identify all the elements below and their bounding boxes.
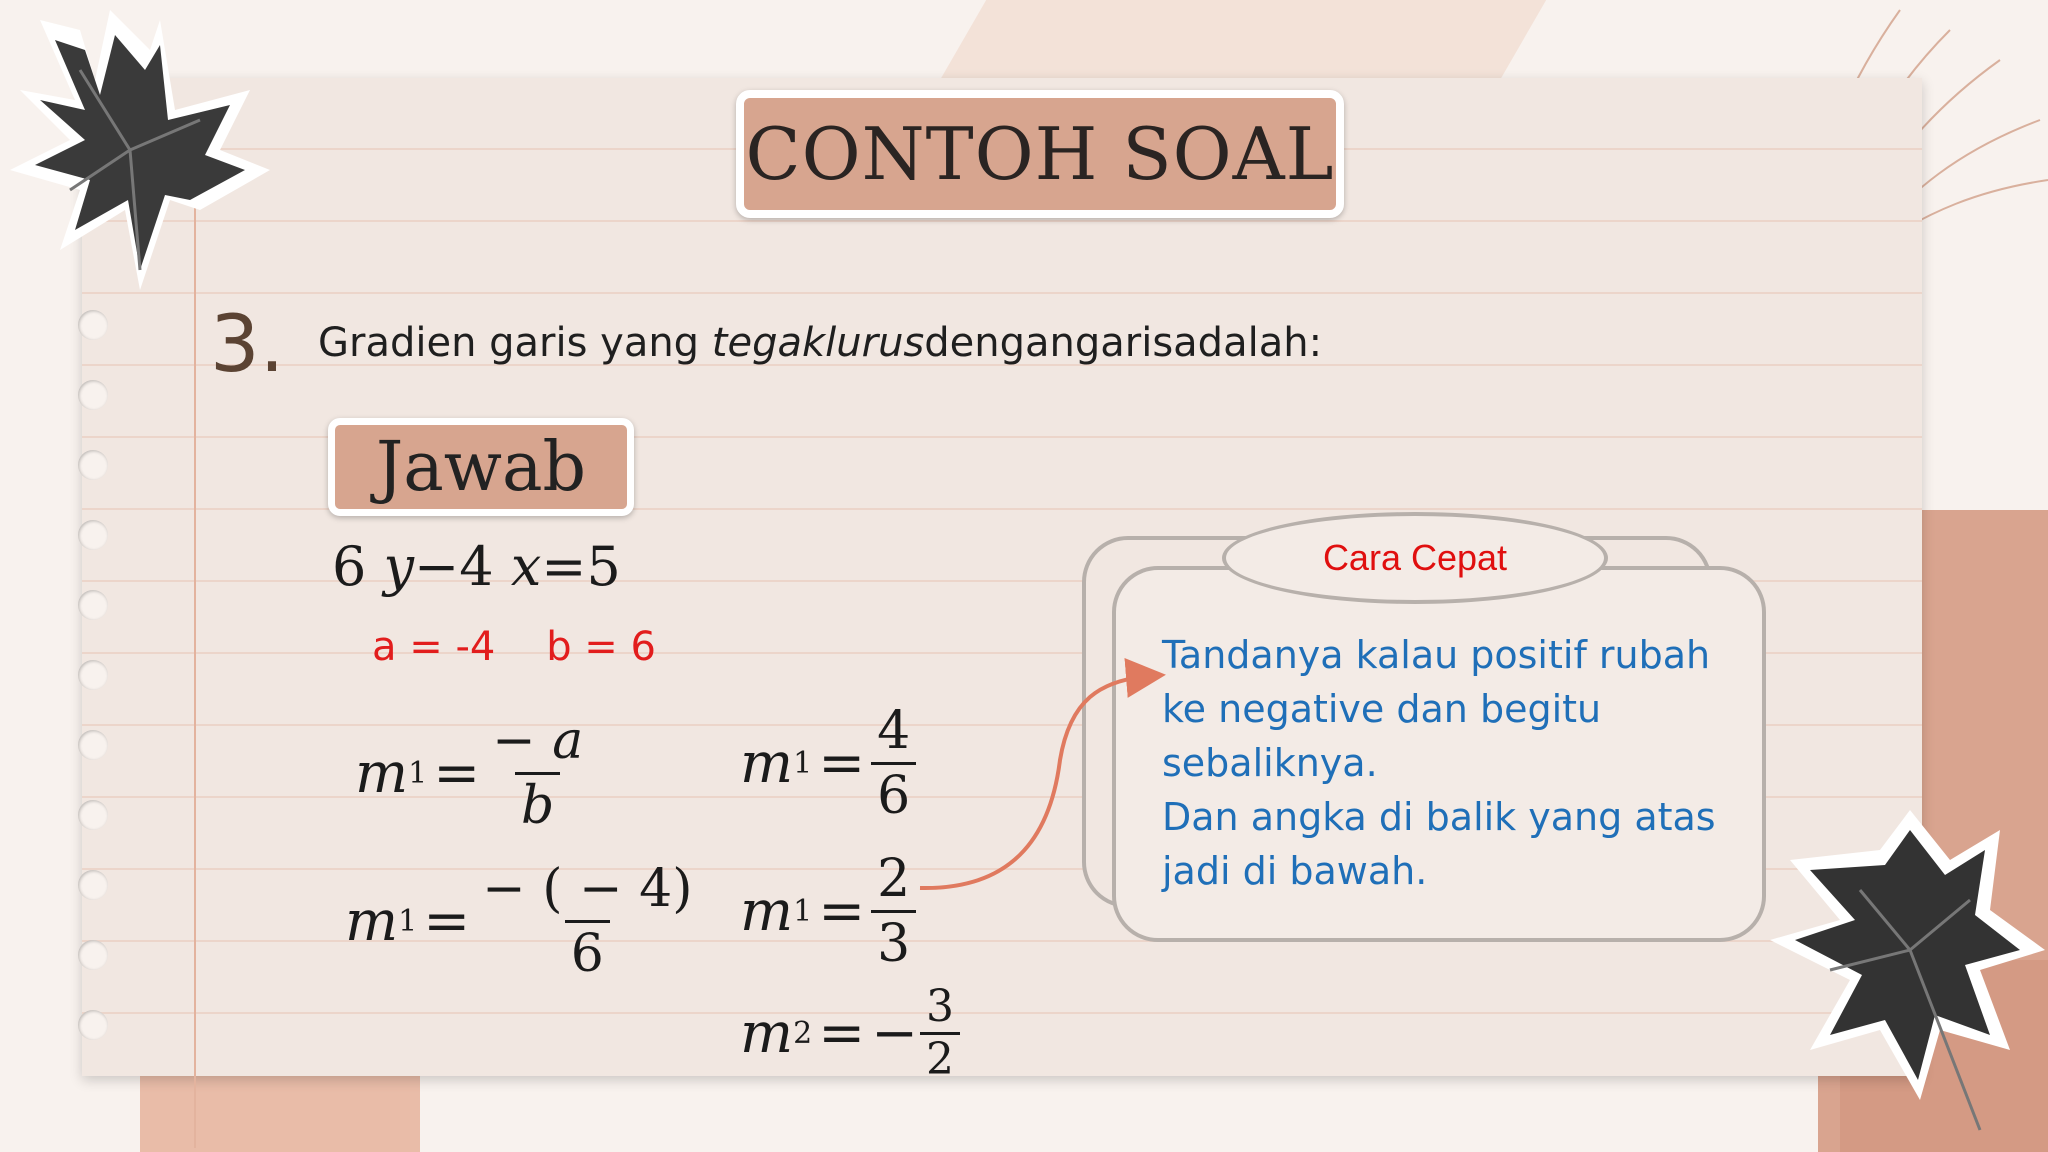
gradient-step-1 [355, 710, 589, 837]
m-subscript: 1 [793, 746, 813, 781]
callout-line: Dan angka di balik yang atas [1162, 795, 1716, 839]
eq-equals: = [541, 535, 587, 598]
callout-title: Cara Cepat [1222, 512, 1608, 604]
m-subscript: 1 [793, 894, 813, 929]
binder-hole [78, 450, 108, 480]
m-symbol: m [740, 731, 794, 796]
coefficients-text: a = -4 b = 6 [372, 624, 656, 670]
fraction-numerator: − ( − 4) [482, 859, 693, 919]
question-number: 3. [210, 300, 285, 390]
m-symbol: m [740, 879, 794, 944]
eq-var-y: y [383, 535, 415, 598]
m-subscript: 1 [408, 756, 428, 791]
binder-hole [78, 310, 108, 340]
leaf-icon [1770, 800, 2048, 1152]
binder-hole [78, 520, 108, 550]
question-suffix: dengangarisadalah: [924, 320, 1323, 366]
fraction-denominator: 6 [871, 762, 916, 827]
callout-text [1162, 628, 1742, 898]
equals-sign: = [818, 1001, 866, 1066]
fraction-numerator: 2 [877, 849, 911, 909]
callout-line: jadi di bawah. [1162, 849, 1428, 893]
binder-hole [78, 730, 108, 760]
question-italic: tegaklurus [711, 320, 925, 366]
fraction-denominator: 3 [871, 910, 916, 975]
binder-hole [78, 590, 108, 620]
minus-sign: − [871, 1001, 919, 1066]
gradient-step-4 [740, 848, 916, 975]
fraction-numerator: − a [492, 711, 584, 771]
eq-minus: − [414, 535, 460, 598]
fraction-denominator: 6 [565, 920, 610, 985]
fraction [920, 982, 960, 1085]
fraction [476, 858, 698, 985]
binder-hole [78, 870, 108, 900]
fraction [486, 710, 589, 837]
fraction-denominator: b [515, 772, 560, 837]
binder-hole [78, 800, 108, 830]
m-subscript: 1 [398, 904, 418, 939]
gradient-step-3 [740, 700, 916, 827]
fraction [871, 700, 916, 827]
m-symbol: m [740, 1001, 794, 1066]
fraction-denominator: 2 [920, 1032, 960, 1085]
question-text [318, 320, 1322, 366]
eq-constant: 5 [586, 535, 621, 598]
equals-sign: = [433, 741, 481, 806]
line-equation [332, 535, 621, 598]
m-subscript: 2 [793, 1016, 813, 1051]
binder-hole [78, 940, 108, 970]
callout-line: Tandanya kalau positif rubah [1162, 633, 1711, 677]
equals-sign: = [423, 889, 471, 954]
fraction [871, 848, 916, 975]
fraction-numerator: 3 [926, 981, 955, 1032]
eq-coef-x: 4 [459, 535, 494, 598]
callout-line: sebaliknya. [1162, 741, 1378, 785]
gradient-step-5 [740, 982, 960, 1085]
gradient-step-2 [345, 858, 699, 985]
fraction-numerator: 4 [877, 701, 911, 761]
eq-var-x: x [510, 535, 542, 598]
binder-hole [78, 660, 108, 690]
m-symbol: m [355, 741, 409, 806]
eq-coef-y: 6 [332, 535, 367, 598]
margin-line [194, 198, 196, 1148]
slide-title: CONTOH SOAL [736, 90, 1344, 218]
binder-hole [78, 380, 108, 410]
equals-sign: = [818, 731, 866, 796]
m-symbol: m [345, 889, 399, 954]
answer-label: Jawab [328, 418, 634, 516]
binder-hole [78, 1010, 108, 1040]
equals-sign: = [818, 879, 866, 944]
leaf-icon [0, 0, 290, 300]
callout-line: ke negative dan begitu [1162, 687, 1602, 731]
question-prefix: Gradien garis yang [318, 320, 712, 366]
